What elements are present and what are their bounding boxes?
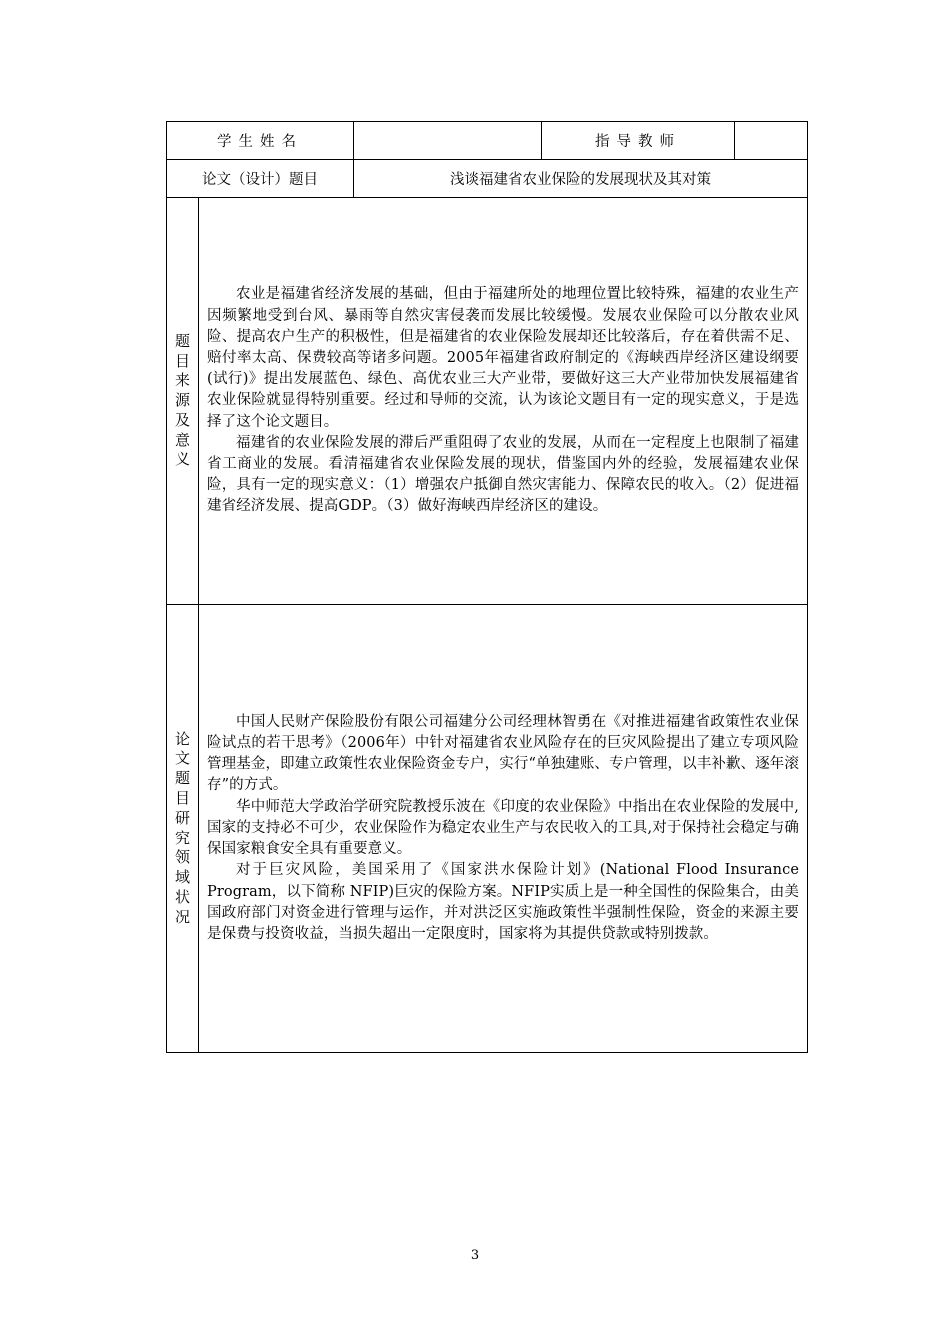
- advisor-field[interactable]: [735, 122, 808, 160]
- research-section-content: [199, 605, 808, 1053]
- research-section-row: [167, 605, 808, 1053]
- page-number: 3: [470, 1248, 480, 1263]
- header-row: [167, 122, 808, 160]
- source-paragraph: 福建省的农业保险发展的滞后严重阻碍了农业的发展，从而在一定程度上也限制了福建省工商业的发展。看清福建省农业保险发展的现状，借鉴国内外的经验，发展福建农业保险，具有一定的现实意义：（1）增强农户抵御自然灾害能力、保障农民的收入。（2）促进福建省经济发展、提高GDP。（3）做好海峡西岸经济区的建设。: [207, 434, 799, 515]
- source-section-content: [199, 198, 808, 605]
- research-section-label: 论文题目研究领域状况: [174, 729, 190, 926]
- research-paragraph: 华中师范大学政治学研究院教授乐波在《印度的农业保险》中指出在农业保险的发展中,国家的支持必不可少，农业保险作为稳定农业生产与农民收入的工具,对于保持社会稳定与确保国家粮食安全具有重要意义。: [207, 798, 799, 858]
- thesis-form-table: [166, 121, 808, 1053]
- source-section-label-cell: [167, 198, 199, 605]
- student-name-field[interactable]: [354, 122, 542, 160]
- research-paragraph: 中国人民财产保险股份有限公司福建分公司经理林智勇在《对推进福建省政策性农业保险试点的若干思考》（2006年）中针对福建省农业风险存在的巨灾风险提出了建立专项风险管理基金，即建立政策性农业保险资金专户，实行“单独建账、专户管理，以丰补歉、逐年滚存”的方式。: [207, 713, 799, 794]
- source-section-label: 题目来源及意义: [174, 331, 190, 469]
- advisor-label: 指导教师: [542, 122, 735, 160]
- research-paragraph: 对于巨灾风险，美国采用了《国家洪水保险计划》(National Flood Insurance Program，以下简称 NFIP)巨灾的保险方案。NFIP实质上是一种全国性的保险集合，由美国政府部门对资金进行管理与运作，并对洪泛区实施政策性半强制性保险，资金的来源主要是保费与投资收益，当损失超出一定限度时，国家将为其提供贷款或特别拨款。: [207, 862, 799, 942]
- thesis-title-value: 浅谈福建省农业保险的发展现状及其对策: [354, 160, 808, 198]
- research-section-label-cell: [167, 605, 199, 1053]
- source-paragraph: 农业是福建省经济发展的基础，但由于福建所处的地理位置比较特殊，福建的农业生产因频繁地受到台风、暴雨等自然灾害侵袭而发展比较缓慢。发展农业保险可以分散农业风险、提高农户生产的积极性，但是福建省的农业保险发展却还比较落后，存在着供需不足、赔付率太高、保费较高等诸多问题。2005年福建省政府制定的《海峡西岸经济区建设纲要(试行)》提出发展蓝色、绿色、高优农业三大产业带，要做好这三大产业带加快发展福建省农业保险就显得特别重要。经过和导师的交流，认为该论文题目有一定的现实意义，于是选择了这个论文题目。: [207, 286, 799, 430]
- student-name-label: 学生姓名: [167, 122, 354, 160]
- thesis-title-label: 论文（设计）题目: [167, 160, 354, 198]
- title-row: [167, 160, 808, 198]
- source-section-row: [167, 198, 808, 605]
